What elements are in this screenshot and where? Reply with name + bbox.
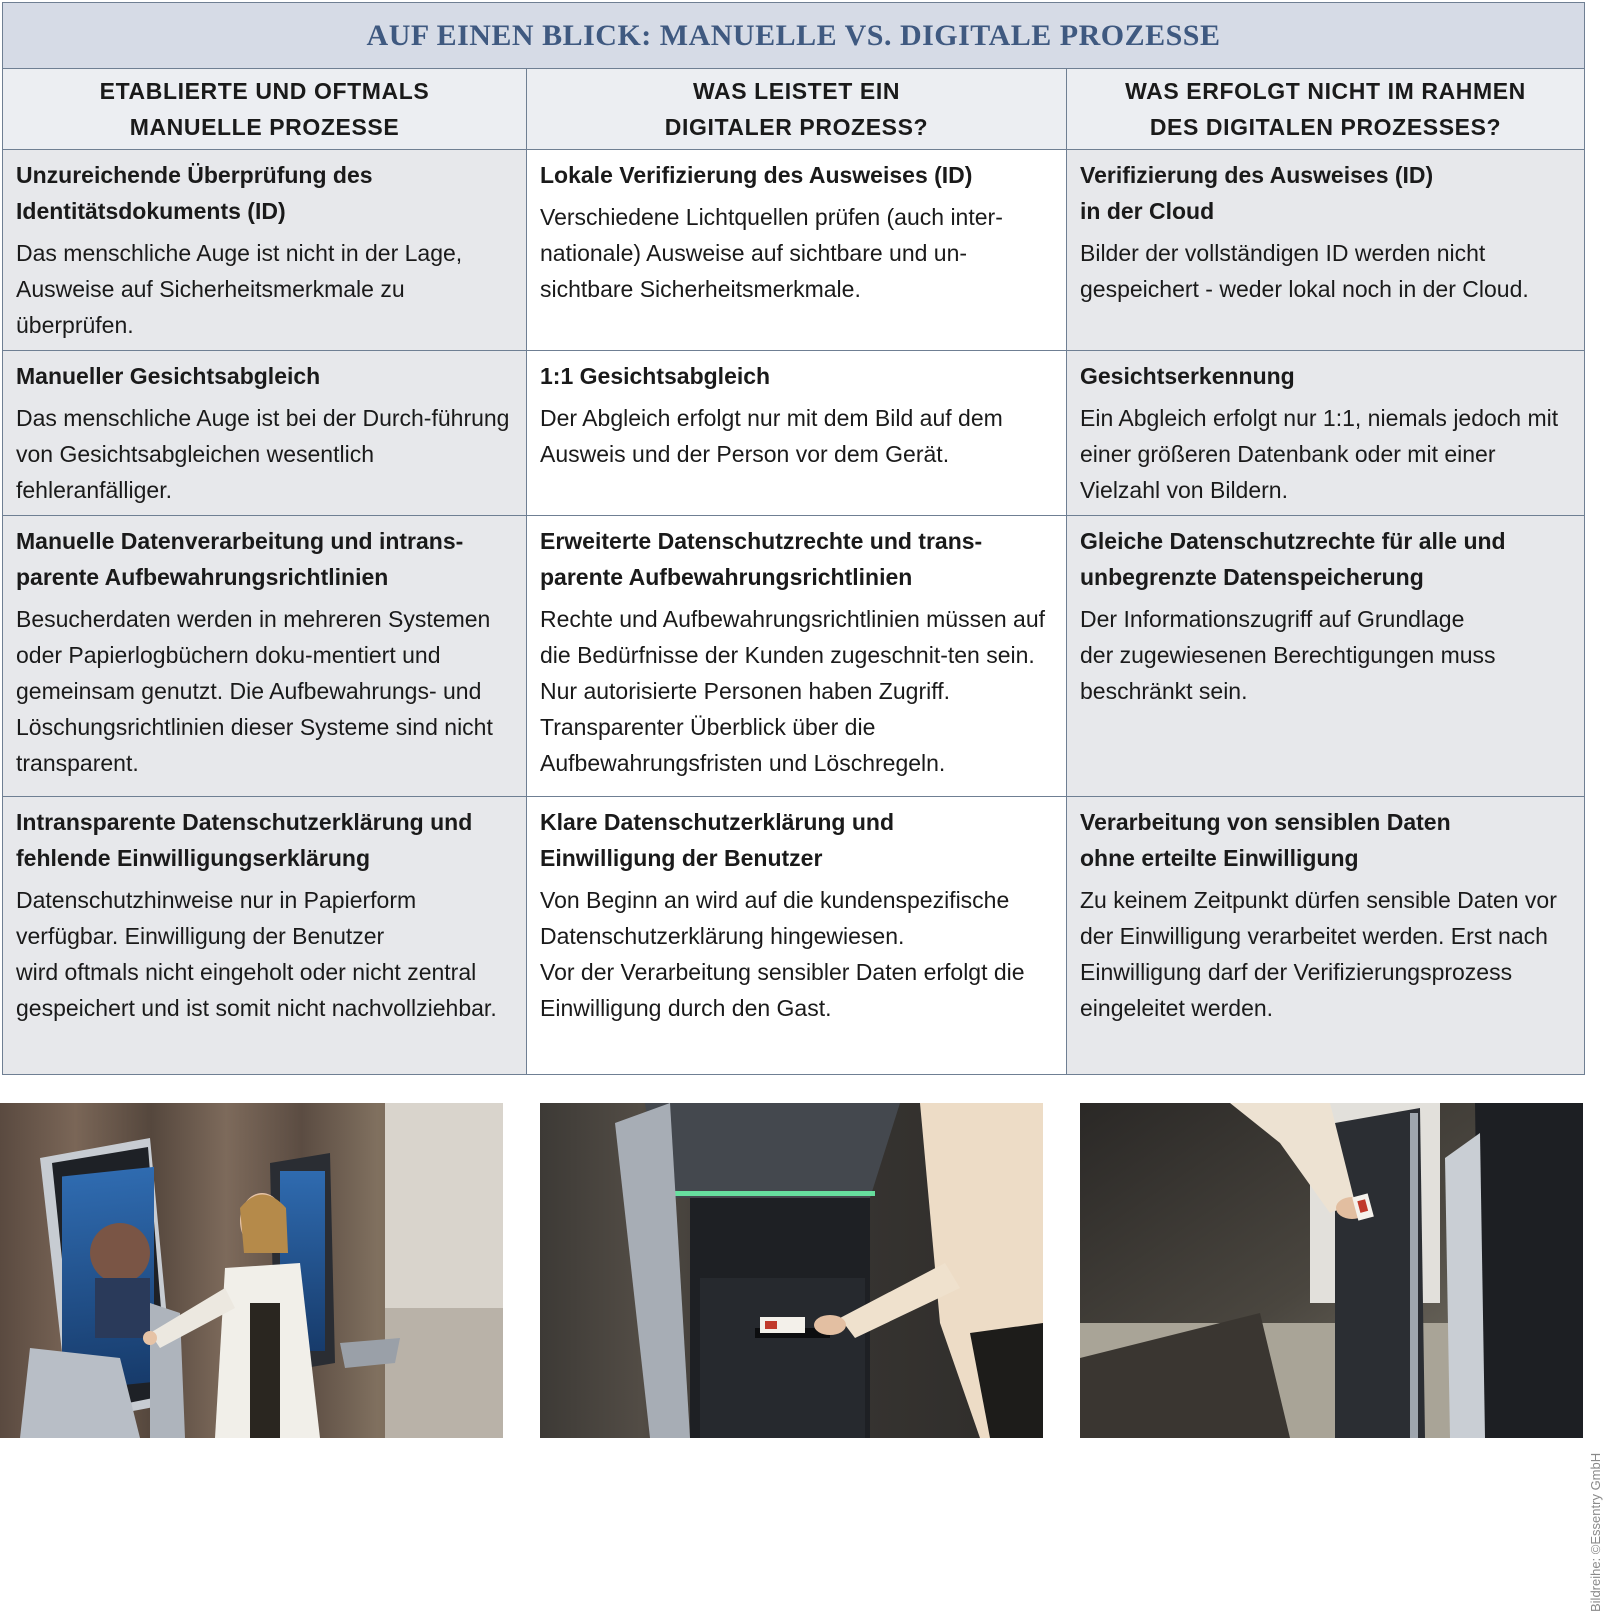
- cell-title: Erweiterte Datenschutzrechte und trans-parente Aufbewahrungsrichtlinien: [540, 528, 983, 590]
- header-manual: ETABLIERTE UND OFTMALS MANUELLE PROZESSE: [3, 69, 527, 150]
- cell-text: Verschiedene Lichtquellen prüfen (auch inter-nationale) Ausweise auf sichtbare und un-sichtbare Sicherheitsmerkmale.: [540, 204, 1003, 302]
- table-row: [3, 351, 1585, 516]
- table-title: AUF EINEN BLICK: MANUELLE VS. DIGITALE PROZESSE: [3, 3, 1585, 69]
- cell-text: Von Beginn an wird auf die kundenspezifische Datenschutzerklärung hingewiesen. Vor der Verarbeitung sensibler Daten erfolgt die Einwilligung durch den Gast.: [540, 887, 1025, 1021]
- cell-manual: [3, 351, 527, 516]
- cell-text: Das menschliche Auge ist bei der Durch-führung von Gesichtsabgleichen wesentlich fehleranfälliger.: [16, 405, 510, 503]
- cell-digital: [527, 797, 1067, 1075]
- cell-title: Manuelle Datenverarbeitung und intrans-parente Aufbewahrungsrichtlinien: [16, 528, 464, 590]
- cell-text: Besucherdaten werden in mehreren Systemen oder Papierlogbüchern doku-mentiert und gemeinsam genutzt. Die Aufbewahrungs- und Löschungsrichtlinien dieser Systeme sind nicht transparent.: [16, 606, 493, 776]
- cell-title: Klare Datenschutzerklärung und Einwilligung der Benutzer: [540, 809, 895, 871]
- comparison-table: [2, 2, 1584, 1075]
- cell-text: Der Informationszugriff auf Grundlage der zugewiesenen Berechtigungen muss beschränkt sein.: [1080, 606, 1496, 704]
- cell-manual: [3, 797, 527, 1075]
- cell-digital: [527, 150, 1067, 351]
- photo-access-gate: [1080, 1103, 1583, 1438]
- cell-manual: [3, 150, 527, 351]
- cell-digital: [527, 516, 1067, 797]
- cell-title: Gesichtserkennung: [1080, 363, 1295, 389]
- cell-text: Rechte und Aufbewahrungsrichtlinien müssen auf die Bedürfnisse der Kunden zugeschnit-ten sein. Nur autorisierte Personen haben Zugriff. Transparenter Überblick über die Aufbewahrungsfristen und Löschregeln.: [540, 606, 1046, 776]
- cell-text: Ein Abgleich erfolgt nur 1:1, niemals jedoch mit einer größeren Datenbank oder mit einer Vielzahl von Bildern.: [1080, 405, 1559, 503]
- cell-not-digital: [1067, 150, 1585, 351]
- cell-title: 1:1 Gesichtsabgleich: [540, 363, 771, 389]
- cell-title: Intransparente Datenschutzerklärung und fehlende Einwilligungserklärung: [16, 809, 473, 871]
- cell-digital: [527, 351, 1067, 516]
- cell-title: Manueller Gesichtsabgleich: [16, 363, 321, 389]
- cell-title: Lokale Verifizierung des Ausweises (ID): [540, 162, 973, 188]
- photo-id-slot: [540, 1103, 1043, 1438]
- cell-not-digital: [1067, 797, 1585, 1075]
- cell-title: Unzureichende Überprüfung des Identitätsdokuments (ID): [16, 162, 373, 224]
- cell-text: Zu keinem Zeitpunkt dürfen sensible Daten vor der Einwilligung verarbeitet werden. Erst nach Einwilligung darf der Verifizierungsprozess eingeleitet werden.: [1080, 887, 1557, 1021]
- cell-title: Verifizierung des Ausweises (ID) in der Cloud: [1080, 162, 1434, 224]
- photo-kiosk-touch: [0, 1103, 503, 1438]
- cell-title: Verarbeitung von sensiblen Daten ohne erteilte Einwilligung: [1080, 809, 1451, 871]
- cell-title: Gleiche Datenschutzrechte für alle und unbegrenzte Datenspeicherung: [1080, 528, 1506, 590]
- cell-not-digital: [1067, 351, 1585, 516]
- cell-text: Bilder der vollständigen ID werden nicht gespeichert - weder lokal noch in der Cloud.: [1080, 240, 1529, 302]
- table-row: [3, 797, 1585, 1075]
- cell-text: Der Abgleich erfolgt nur mit dem Bild auf dem Ausweis und der Person vor dem Gerät.: [540, 405, 1003, 467]
- cell-text: Das menschliche Auge ist nicht in der Lage, Ausweise auf Sicherheitsmerkmale zu überprüfen.: [16, 240, 463, 338]
- photo-credit: Bildreihe: ©Essentry GmbH: [1588, 1452, 1603, 1612]
- cell-not-digital: [1067, 516, 1585, 797]
- table-row: [3, 516, 1585, 797]
- header-not-digital: WAS ERFOLGT NICHT IM RAHMEN DES DIGITALEN PROZESSES?: [1067, 69, 1585, 150]
- cell-manual: [3, 516, 527, 797]
- table-row: [3, 150, 1585, 351]
- header-digital: WAS LEISTET EIN DIGITALER PROZESS?: [527, 69, 1067, 150]
- cell-text: Datenschutzhinweise nur in Papierform verfügbar. Einwilligung der Benutzer wird oftmals nicht eingeholt oder nicht zentral gespeichert und ist somit nicht nachvollziehbar.: [16, 887, 497, 1021]
